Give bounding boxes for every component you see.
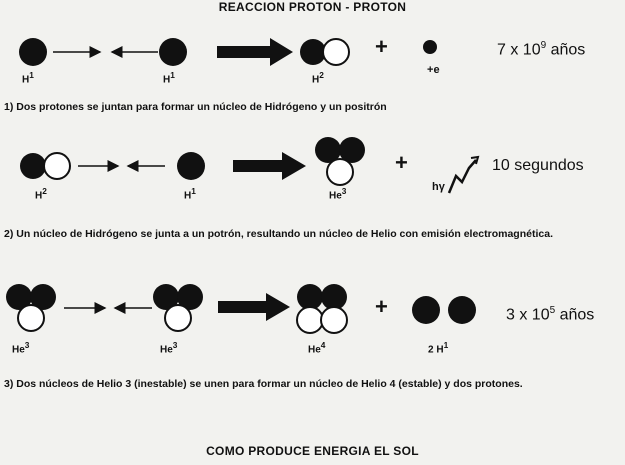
proton-1a: [19, 38, 47, 66]
diagram-title: REACCION PROTON - PROTON: [218, 0, 407, 14]
h2-proton: [20, 153, 46, 179]
big-arrow-1: [217, 38, 293, 66]
h2-neutron: [44, 153, 70, 179]
he4-neutron-a: [297, 307, 323, 333]
label-h1-reactant: $H^1$: [184, 186, 196, 202]
gamma-ray-icon: [449, 160, 476, 193]
he3a-neutron: [18, 305, 44, 331]
label-he3-a: He$^3$: [12, 340, 30, 356]
proton-1b: [159, 38, 187, 66]
big-arrow-2: [233, 152, 306, 180]
plus-2: +: [395, 150, 408, 175]
proton-2: [177, 152, 205, 180]
label-2h1: 2 $H^1$: [428, 340, 449, 356]
gamma-label: hγ: [432, 181, 445, 193]
label-he4: He$^4$: [308, 340, 326, 356]
caption-step-2: 2) Un núcleo de Hidrógeno se junta a un potrón, resultando un núcleo de Helio con emisión electromagnética.: [4, 228, 553, 240]
he3b-neutron: [165, 305, 191, 331]
positron: [423, 40, 437, 54]
label-h2: $H^2$: [312, 70, 324, 86]
caption-step-1: 1) Dos protones se juntan para formar un núcleo de Hidrógeno y un positrón: [4, 101, 387, 113]
label-h1-b: $H^1$: [163, 70, 175, 86]
diagram-footer: COMO PRODUCE ENERGIA EL SOL: [206, 444, 419, 458]
big-arrow-3: [218, 293, 290, 321]
plus-1: +: [375, 34, 388, 59]
label-h1-a: $H^1$: [22, 70, 34, 86]
he4-neutron-b: [321, 307, 347, 333]
positron-label: +e: [427, 64, 440, 76]
caption-step-3: 3) Dos núcleos de Helio 3 (inestable) se unen para formar un núcleo de Helio 4 (estable) y dos protones.: [4, 378, 523, 390]
free-proton-a: [412, 296, 440, 324]
time-step-2: 10 segundos: [492, 157, 584, 174]
deuteron-neutron: [323, 39, 349, 65]
plus-3: +: [375, 294, 388, 319]
free-proton-b: [448, 296, 476, 324]
label-he3-b: He$^3$: [160, 340, 178, 356]
label-he3-product: He$^3$: [329, 186, 347, 202]
label-h2-reactant: $H^2$: [35, 186, 47, 202]
he3-neutron: [327, 159, 353, 185]
time-step-1: 7 x $10^9$ años: [497, 40, 586, 59]
time-step-3: 3 x $10^5$ años: [506, 305, 595, 324]
